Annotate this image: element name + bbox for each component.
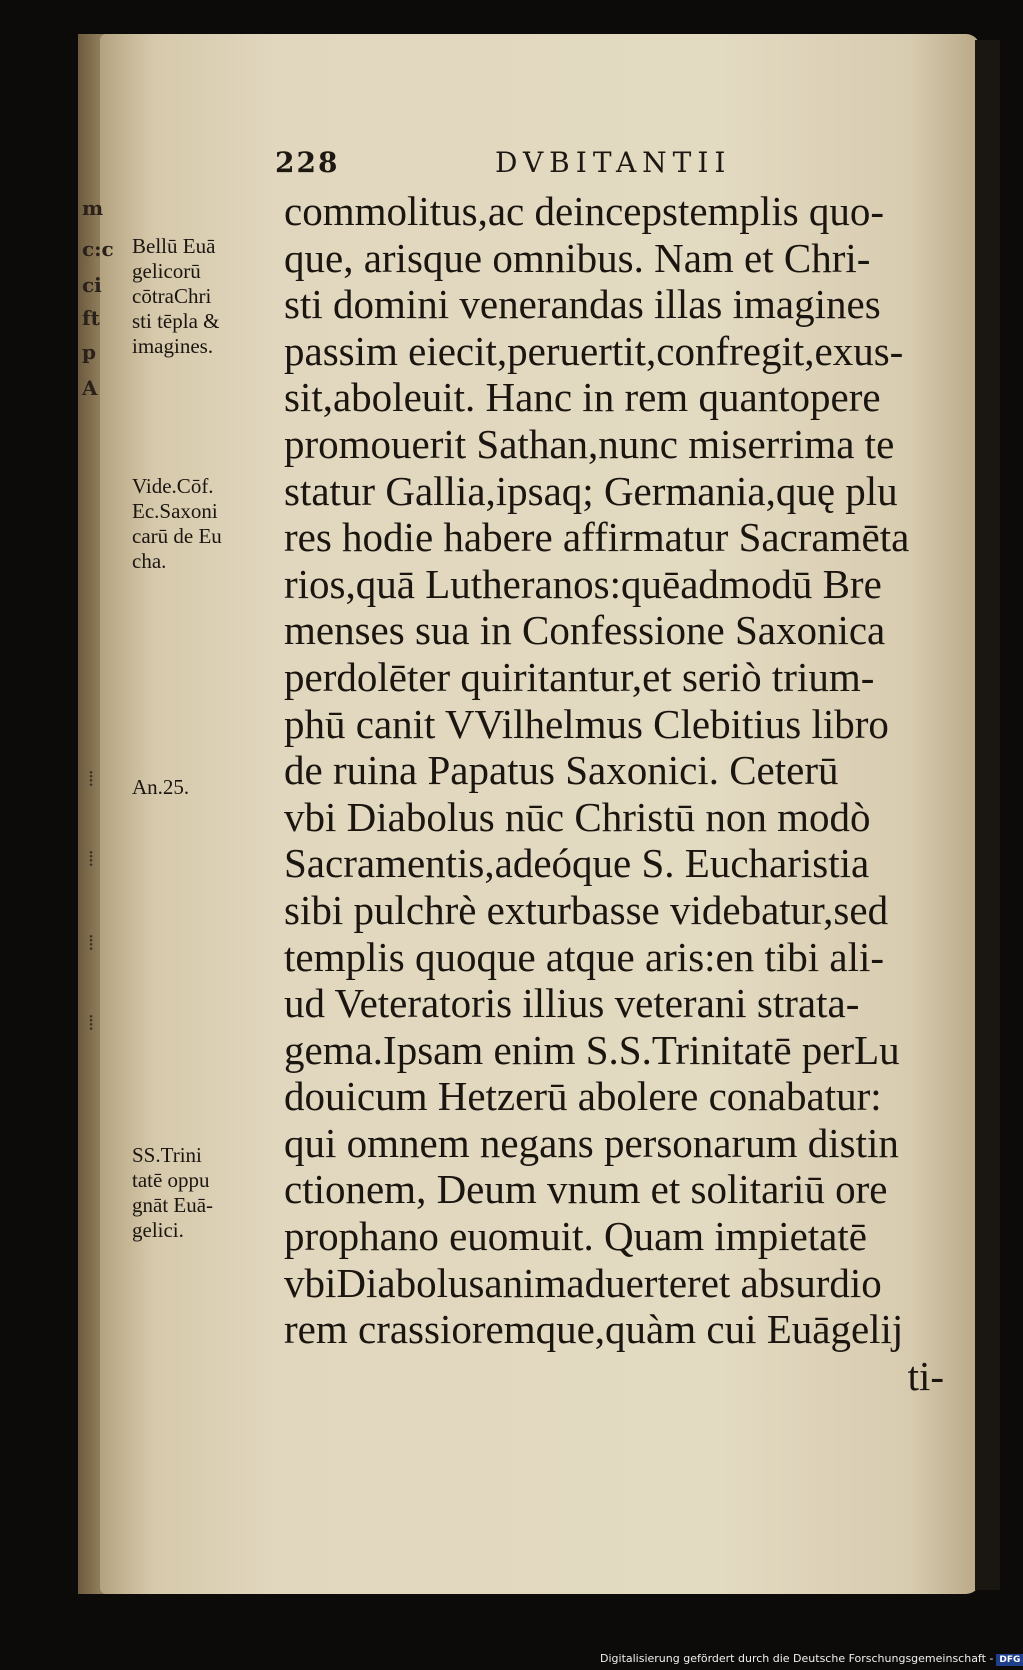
text-line: qui omnem negans personarum distin [284,1119,899,1166]
digitization-credit [600,1652,1021,1668]
marginal-line: cōtraChri [132,284,212,308]
running-header [275,146,895,186]
marginal-line: An.25. [132,775,190,799]
text-line: que, arisque omnibus. Nam et Chri- [284,234,871,281]
running-title: DVBITANTII [495,146,732,179]
dfg-logo: DFG [996,1654,1023,1666]
text-line: sibi pulchrè exturbasse videbatur,sed [284,886,889,933]
text-line: templis quoque atque aris:en tibi ali- [284,933,885,980]
left-edge-fragment: ci [82,273,102,297]
text-line: de ruina Papatus Saxonici. Ceterū [284,747,839,794]
marginal-note-trinitas [132,1143,282,1243]
credit-text: Digitalisierung gefördert durch die Deutsche Forschungsgemeinschaft - [600,1652,994,1665]
text-line: douicum Hetzerū abolere conabatur: [284,1073,882,1120]
text-line: rem crassioremque,quàm cui Euāgelij [284,1306,904,1353]
marginal-line: tatē oppu [132,1168,210,1192]
text-line: passim eiecit,peruertit,confregit,exus- [284,327,904,374]
marginal-line: gelicorū [132,259,201,283]
left-edge-mark: ⁞ [88,767,95,792]
marginal-line: cha. [132,549,167,573]
marginal-note-vide [132,474,282,574]
text-line: perdolēter quiritantur,et seriò trium- [284,653,875,700]
page-number: 228 [275,146,340,179]
left-edge-mark: ⁞ [88,1011,95,1036]
marginal-line: gelici. [132,1218,184,1242]
text-line: gema.Ipsam enim S.S.Trinitatē perLu [284,1026,900,1073]
text-line: menses sua in Confessione Saxonica [284,607,886,654]
text-line: vbi Diabolus nūc Christū non modò [284,793,871,840]
marginal-line: carū de Eu [132,524,222,548]
text-line: prophano euomuit. Quam impietatē [284,1213,867,1260]
left-edge-mark: ⁞ [88,847,95,872]
marginal-line: Bellū Euā [132,234,216,258]
left-edge-fragment: A [82,376,98,400]
text-line: res hodie habere affirmatur Sacramēta [284,514,910,561]
left-edge-fragment: c:c [82,237,114,261]
page-right-edge [975,40,1000,1590]
text-line: vbiDiabolusanimaduerteret absurdio [284,1259,882,1306]
text-line: phū canit VVilhelmus Clebitius libro [284,700,889,747]
marginal-line: Vide.Cōf. [132,474,214,498]
left-edge-fragment: p [82,340,96,364]
marginal-line: gnāt Euā- [132,1193,214,1217]
text-line: ctionem, Deum vnum et solitariū ore [284,1166,888,1213]
left-edge-fragment: m [82,196,104,220]
text-line: promouerit Sathan,nunc miserrima te [284,420,895,467]
marginal-line: imagines. [132,334,214,358]
text-line: statur Gallia,ipsaq; Germania,quę plu [284,467,898,514]
catchword: ti- [907,1352,944,1399]
marginal-note-anno [132,775,282,800]
text-line: Sacramentis,adeóque S. Eucharistia [284,840,870,887]
body-text [284,188,974,1399]
left-edge-fragment: ft [82,306,100,330]
text-line: sti domini venerandas illas imagines [284,281,881,328]
marginal-line: sti tēpla & [132,309,220,333]
text-line: commolitus,ac deincepstemplis quo- [284,188,885,234]
text-line: sit,aboleuit. Hanc in rem quantopere [284,374,881,421]
left-edge-mark: ⁞ [88,931,95,956]
text-line: rios,quā Lutheranos:quēadmodū Bre [284,560,882,607]
marginal-line: Ec.Saxoni [132,499,218,523]
marginal-line: SS.Trini [132,1143,202,1167]
marginal-note-bellum [132,234,282,359]
text-line: ud Veteratoris illius veterani strata- [284,980,860,1027]
